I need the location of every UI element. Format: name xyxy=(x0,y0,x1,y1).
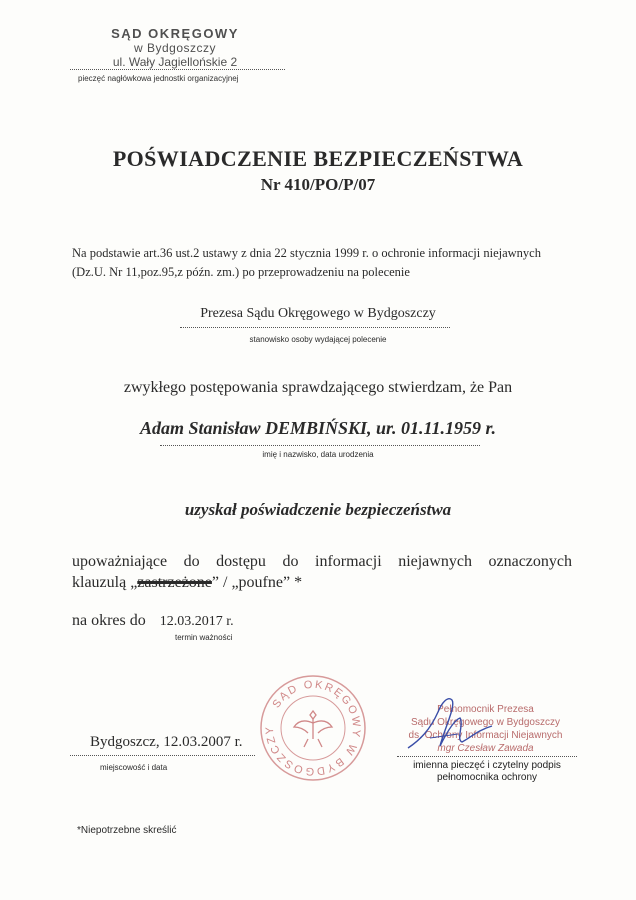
officer-line-1: Pełnomocnik Prezesa xyxy=(437,704,534,715)
court-city: w Bydgoszczy xyxy=(133,41,217,55)
signature-dotted-line xyxy=(397,756,577,757)
signature-caption-line-2: pełnomocnika ochrony xyxy=(436,772,538,783)
person-caption: imię i nazwisko, data urodzenia xyxy=(262,450,374,459)
court-address: ul. Wały Jagiellońskie 2 xyxy=(112,55,238,69)
officer-line-3: ds. Ochrony Informacji Niejawnych xyxy=(408,730,563,741)
period-label: na okres do xyxy=(72,612,146,629)
place-date-caption: miejscowość i data xyxy=(100,763,168,772)
place-date-dotted-line xyxy=(70,755,255,756)
signature-caption-line-1: imienna pieczęć i czytelny podpis xyxy=(413,760,561,771)
clause-line xyxy=(72,574,302,592)
officer-line-2: Sądu Okręgowego w Bydgoszczy xyxy=(411,717,560,728)
eagle-icon xyxy=(294,711,332,747)
validity-period xyxy=(72,612,234,630)
seal-text: SĄD OKRĘGOWY W BYDGOSZCZY xyxy=(263,678,363,778)
legal-basis xyxy=(72,244,572,282)
procedure-statement: zwykłego postępowania sprawdzającego stwierdzam, że Pan xyxy=(123,379,513,396)
legal-basis-line-1: Na podstawie art.36 ust.2 ustawy z dnia 22 stycznia 1999 r. o ochronie informacji niejawnych xyxy=(72,246,541,260)
footnote: *Niepotrzebne skreślić xyxy=(77,825,177,836)
court-name: SĄD OKRĘGOWY xyxy=(111,26,239,41)
header-caption: pieczęć nagłówkowa jednostki organizacyjnej xyxy=(78,74,239,83)
document-number: Nr 410/PO/P/07 xyxy=(260,175,376,194)
issuer-dotted-line xyxy=(180,327,450,328)
document-title: POŚWIADCZENIE BEZPIECZEŃSTWA xyxy=(112,146,524,171)
clause-struck: zastrzeżone xyxy=(137,574,212,591)
authorization-line: upoważniające do dostępu do informacji niejawnych oznaczonych xyxy=(72,553,572,570)
valid-until: 12.03.2017 r. xyxy=(159,614,234,629)
header-stamp xyxy=(70,26,280,69)
validity-caption: termin ważności xyxy=(175,633,233,642)
round-seal-icon xyxy=(258,673,368,783)
issuer-caption: stanowisko osoby wydającej polecenie xyxy=(249,335,387,344)
clause-rest: ” / „poufne” * xyxy=(211,574,303,591)
legal-basis-line-2: (Dz.U. Nr 11,poz.95,z późn. zm.) po przeprowadzeniu na polecenie xyxy=(72,265,410,279)
place-date: Bydgoszcz, 12.03.2007 r. xyxy=(90,734,243,750)
issuer: Prezesa Sądu Okręgowego w Bydgoszczy xyxy=(200,306,436,321)
signature-caption xyxy=(397,760,577,784)
officer-name: mgr Czesław Zawada xyxy=(437,743,534,754)
person-dotted-line xyxy=(160,445,480,446)
person-name-dob: Adam Stanisław DEMBIŃSKI, ur. 01.11.1959 r. xyxy=(139,418,497,438)
signature-icon xyxy=(400,690,500,760)
header-dotted-line xyxy=(70,69,285,70)
clause-prefix: klauzulą „ xyxy=(72,574,138,591)
granted-statement: uzyskał poświadczenie bezpieczeństwa xyxy=(184,500,452,519)
